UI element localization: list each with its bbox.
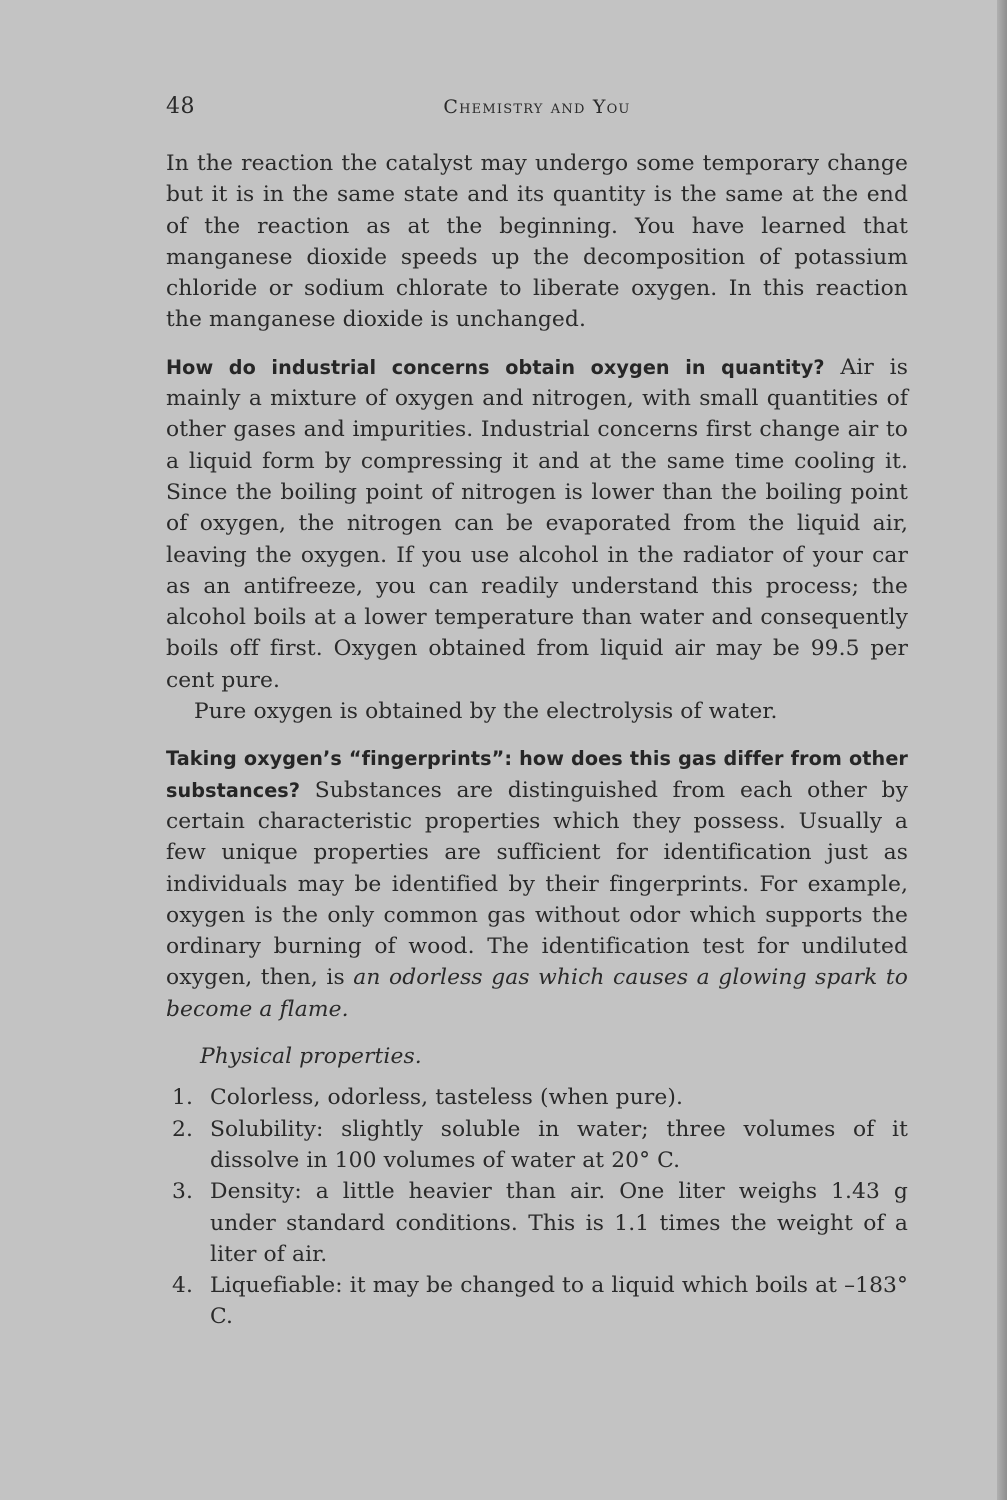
industrial-oxygen-text: Air is mainly a mixture of oxygen and nitrogen, with small quantities of other gases and impurities. Industrial concerns first change air to a liquid form by compressing it and at the same time cooling it. Since the boiling point of nitrogen is lower than the boiling point of oxygen, the nitrogen can be evaporated from the liquid air, leaving the oxygen. If you use alcohol in the radiator of your car as an antifreeze, you can readily understand this process; the alcohol boils at a lower temperature than water and consequently boils off first. Oxygen obtained from liquid air may be 99.5 per cent pure.	[166, 354, 908, 693]
page-header	[166, 94, 908, 126]
running-title: Chemistry and You	[443, 96, 631, 118]
property-number: 1.	[172, 1085, 193, 1111]
industrial-oxygen-paragraph	[166, 352, 908, 696]
property-text: Colorless, odorless, tasteless (when pure).	[210, 1085, 684, 1111]
property-item	[166, 1270, 908, 1333]
fingerprints-text: Substances are distinguished from each other by certain characteristic properties which they possess. Usually a few unique properties are sufficient for identification just as individuals may be identified by their fingerprints. For example, oxygen is the only common gas without odor which supports the ordinary burning of wood. The identification test for undiluted oxygen, then, is	[166, 777, 908, 991]
catalyst-paragraph: In the reaction the catalyst may undergo some temporary change but it is in the same state and its quantity is the same at the end of the reaction as at the beginning. You have learned that manganese dioxide speeds up the decomposition of potassium chloride or sodium chlorate to liberate oxygen. In this reaction the manganese dioxide is unchanged.	[166, 151, 908, 333]
property-number: 4.	[172, 1273, 193, 1299]
physical-properties-title: Physical properties.	[200, 1044, 422, 1070]
property-item	[166, 1114, 908, 1177]
industrial-oxygen-heading: How do industrial concerns obtain oxygen in quantity?	[166, 355, 825, 379]
property-number: 3.	[172, 1179, 193, 1205]
physical-properties-list	[166, 1082, 908, 1332]
page-body	[166, 148, 908, 1333]
electrolysis-paragraph: Pure oxygen is obtained by the electrolysis of water.	[194, 699, 778, 725]
property-text: Liquefiable: it may be changed to a liquid which boils at –183° C.	[210, 1273, 908, 1330]
property-item	[166, 1176, 908, 1270]
fingerprints-paragraph	[166, 743, 908, 1025]
fingerprints-heading: Taking oxygen’s “fingerprints”: how does this gas differ from other substances?	[166, 747, 908, 802]
property-number: 2.	[172, 1116, 193, 1142]
page-edge-shadow	[997, 0, 1007, 1500]
property-item	[166, 1082, 908, 1113]
property-text: Density: a little heavier than air. One liter weighs 1.43 g under standard conditions. This is 1.1 times the weight of a liter of air.	[210, 1179, 908, 1267]
page-number: 48	[166, 94, 195, 119]
property-text: Solubility: slightly soluble in water; three volumes of it dissolve in 100 volumes of water at 20° C.	[210, 1116, 908, 1173]
identification-test-text: an odorless gas which causes a glowing spark to become a flame.	[166, 965, 908, 1022]
